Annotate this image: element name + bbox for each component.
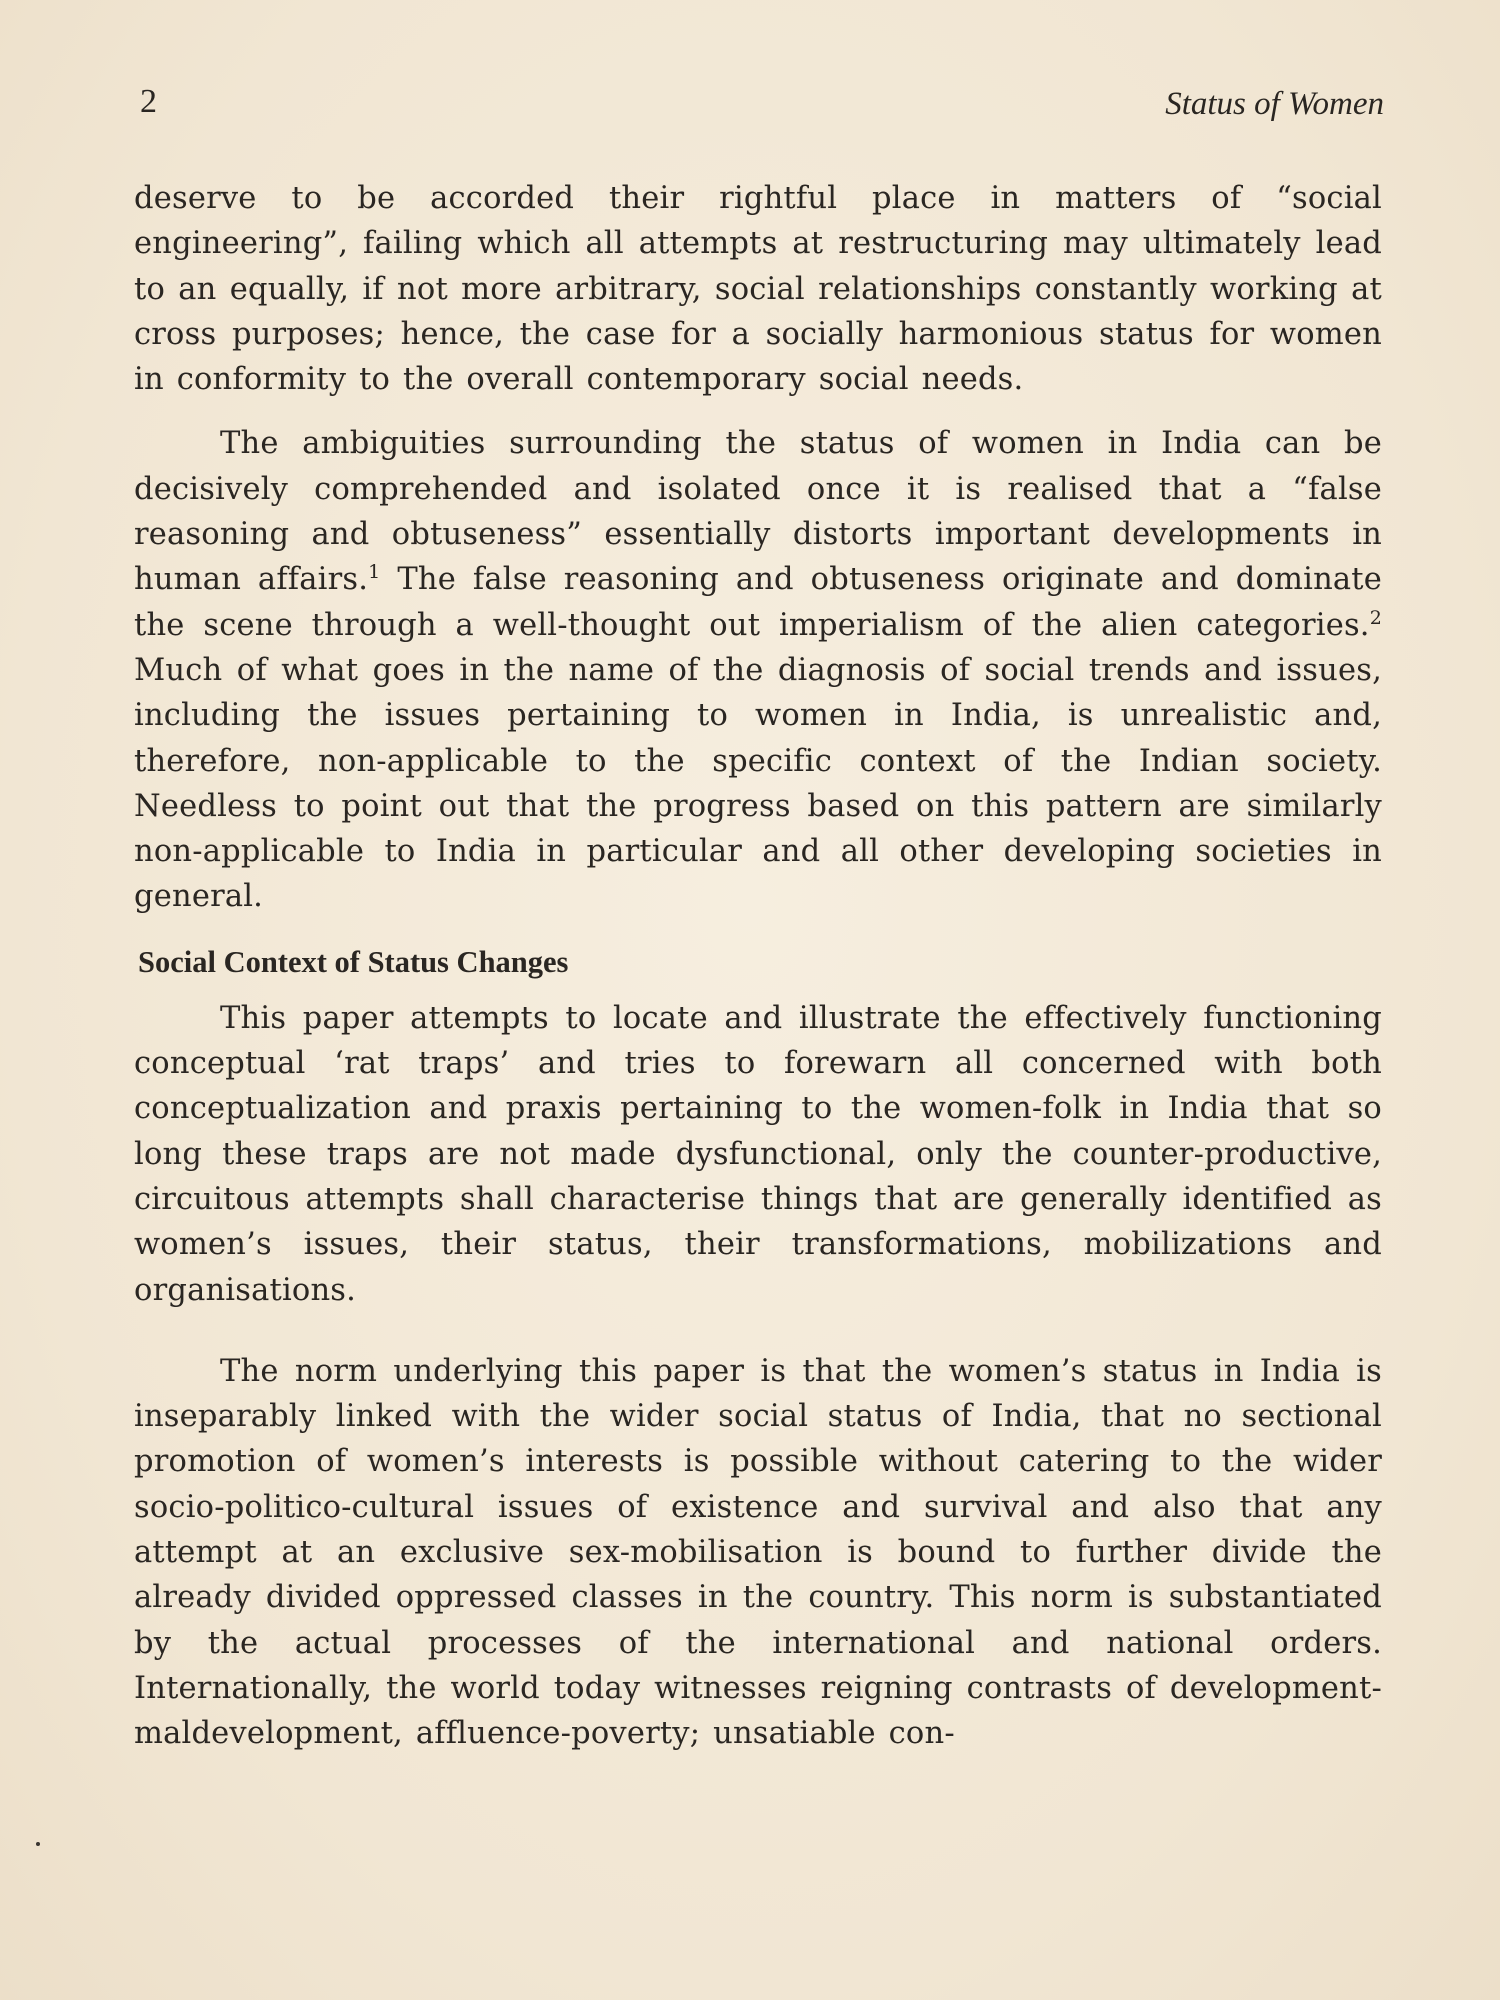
page-number: 2 [140, 83, 157, 120]
paragraph-continued: deserve to be accorded their rightful place in matters of “social engineering”, failing which all attempts at restructuring may ultimately lead to an equally, if not more arbitrary, social relationships constantly working at cross purposes; hence, the case for a socially harmonious status for women in conformity to the overall contemporary social needs. [134, 181, 1382, 398]
section-heading: Social Context of Status Changes [138, 944, 569, 979]
page-header [134, 82, 1384, 132]
footnote-marker: 1 [368, 561, 381, 584]
paragraph-ambiguities [134, 421, 1382, 919]
footnote-marker: 2 [1369, 606, 1382, 629]
paragraph-text: The ambiguities surrounding the status of women in India can be decisively comprehended and isolated once it is realised that a “false reasoning and obtuseness” essentially distorts important developments in human affairs. [134, 426, 1382, 598]
paragraph-text: Much of what goes in the name of the diagnosis of social trends and issues, including the issues pertaining to women in India, is unrealistic and, therefore, non-applicable to the specific context of the Indian society. Needless to point out that the progress based on this pattern are similarly non-applicable to India in particular and all other developing societies in general. [134, 652, 1382, 915]
body-text [134, 176, 1382, 1757]
paper-speck [36, 1842, 40, 1846]
paragraph-text: The false reasoning and obtuseness originate and dominate the scene through a well-thought out imperialism of the alien categories. [134, 562, 1382, 643]
paragraph-norm: The norm underlying this paper is that the women’s status in India is inseparably linked with the wider social status of India, that no sectional promotion of women’s interests is possible without catering to the wider socio-politico-cultural issues of existence and survival and also that any attempt at an exclusive sex-mobilisation is bound to further divide the already divided oppressed classes in the country. This norm is substantiated by the actual processes of the international and national orders. Internationally, the world today witnesses reigning contrasts of development-maldevelopment, affluence-poverty; unsatiable con- [134, 1353, 1382, 1752]
running-title: Status of Women [1165, 86, 1384, 122]
paragraph-rat-traps: This paper attempts to locate and illustrate the effectively functioning conceptual ‘rat traps’ and tries to forewarn all concerned with both conceptualization and praxis pertaining to the women-folk in India that so long these traps are not made dysfunctional, only the counter-productive, circuitous attempts shall characterise things that are generally identified as women’s issues, their status, their transformations, mobilizations and organisations. [134, 1000, 1382, 1308]
